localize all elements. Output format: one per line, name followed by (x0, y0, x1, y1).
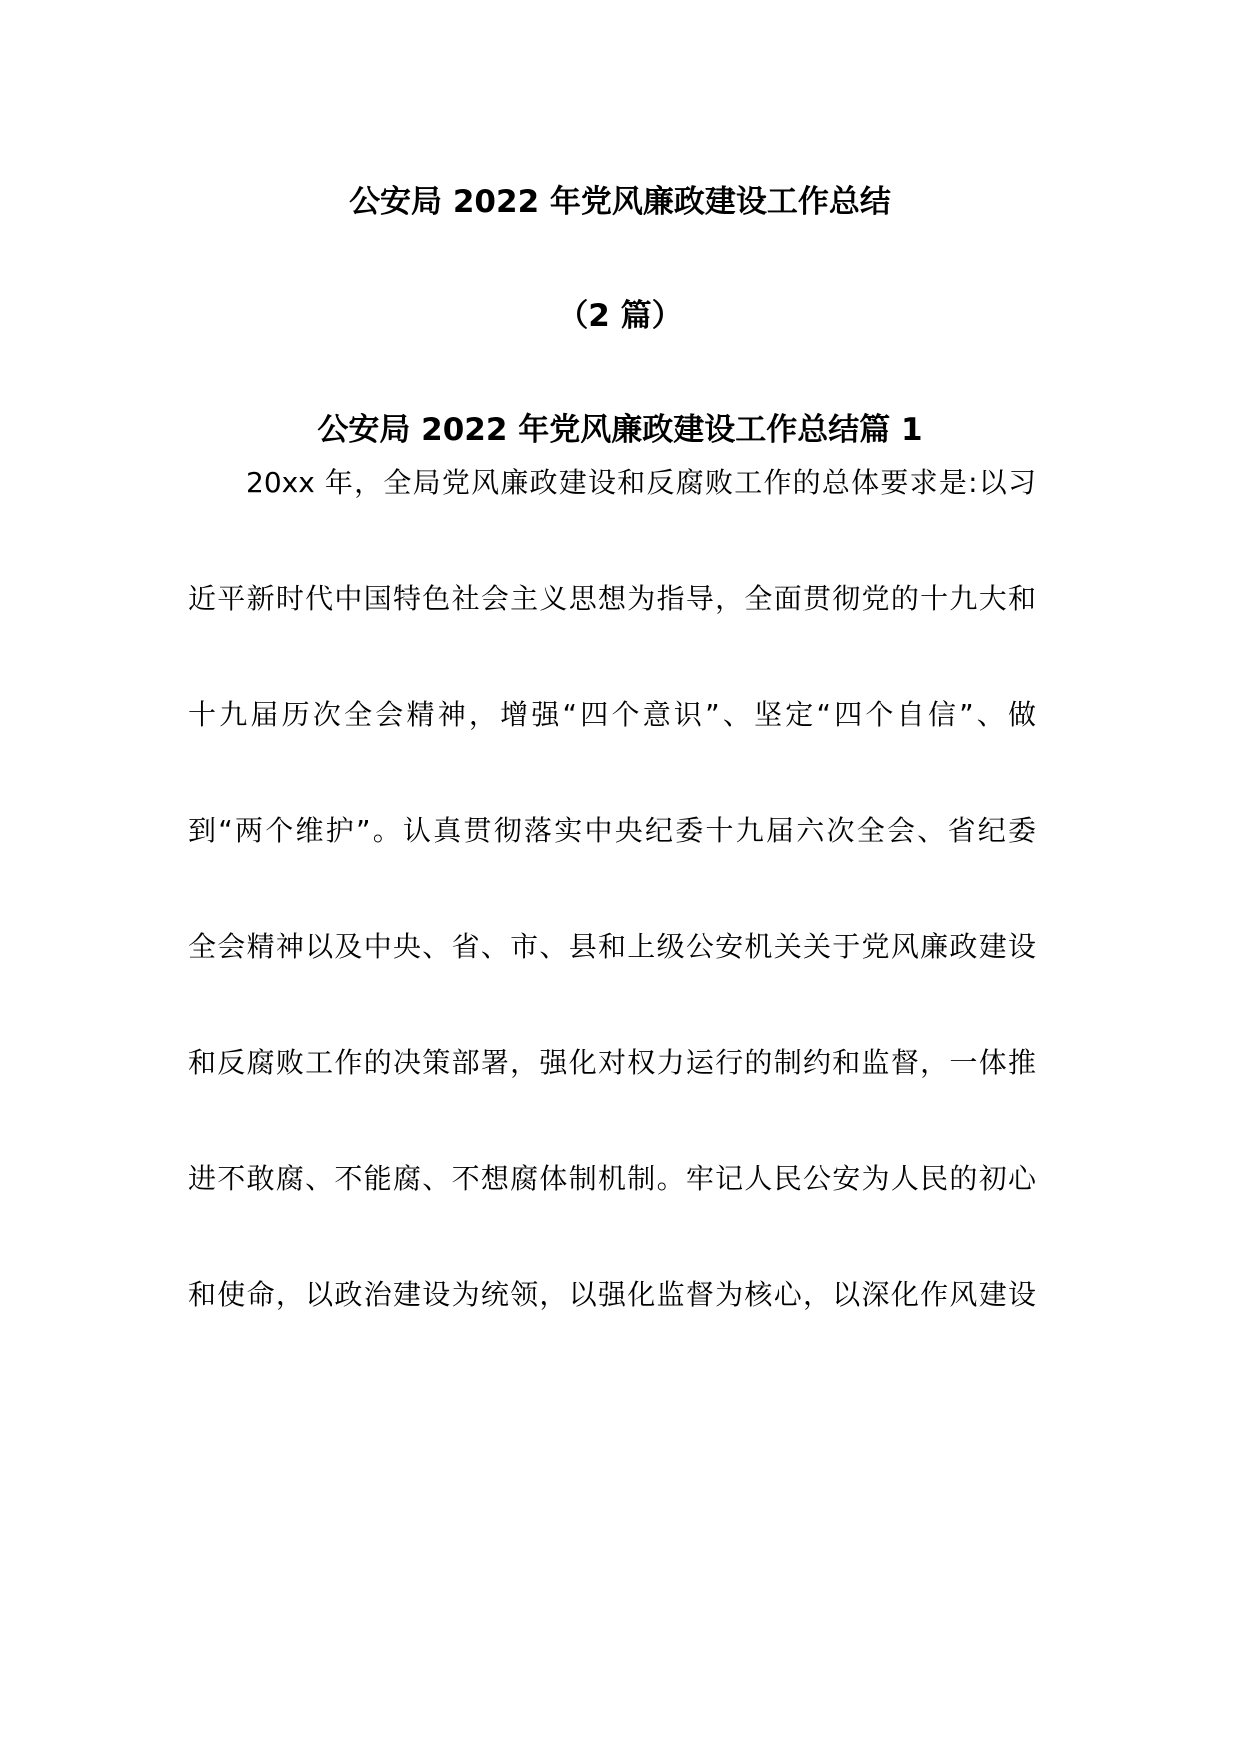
body-line: 和使命，以政治建设为统领，以强化监督为核心，以深化作风建设 (188, 1278, 1036, 1311)
body-line: 全会精神以及中央、省、市、县和上级公安机关关于党风廉政建设 (188, 930, 1036, 963)
body-line: 进不敢腐、不能腐、不想腐体制机制。牢记人民公安为人民的初心 (188, 1162, 1036, 1195)
body-line: 近平新时代中国特色社会主义思想为指导，全面贯彻党的十九大和 (188, 582, 1036, 615)
body-line: 到“两个维护”。认真贯彻落实中央纪委十九届六次全会、省纪委 (188, 814, 1036, 847)
document-title: 公安局 2022 年党风廉政建设工作总结 (349, 184, 891, 220)
body-line: 十九届历次全会精神，增强“四个意识”、坚定“四个自信”、做 (188, 698, 1036, 731)
section-heading: 公安局 2022 年党风廉政建设工作总结篇 1 (317, 412, 923, 448)
body-line: 20xx 年，全局党风廉政建设和反腐败工作的总体要求是:以习 (246, 466, 1036, 499)
document-subtitle: （2 篇） (557, 298, 683, 334)
body-line: 和反腐败工作的决策部署，强化对权力运行的制约和监督，一体推 (188, 1046, 1036, 1079)
